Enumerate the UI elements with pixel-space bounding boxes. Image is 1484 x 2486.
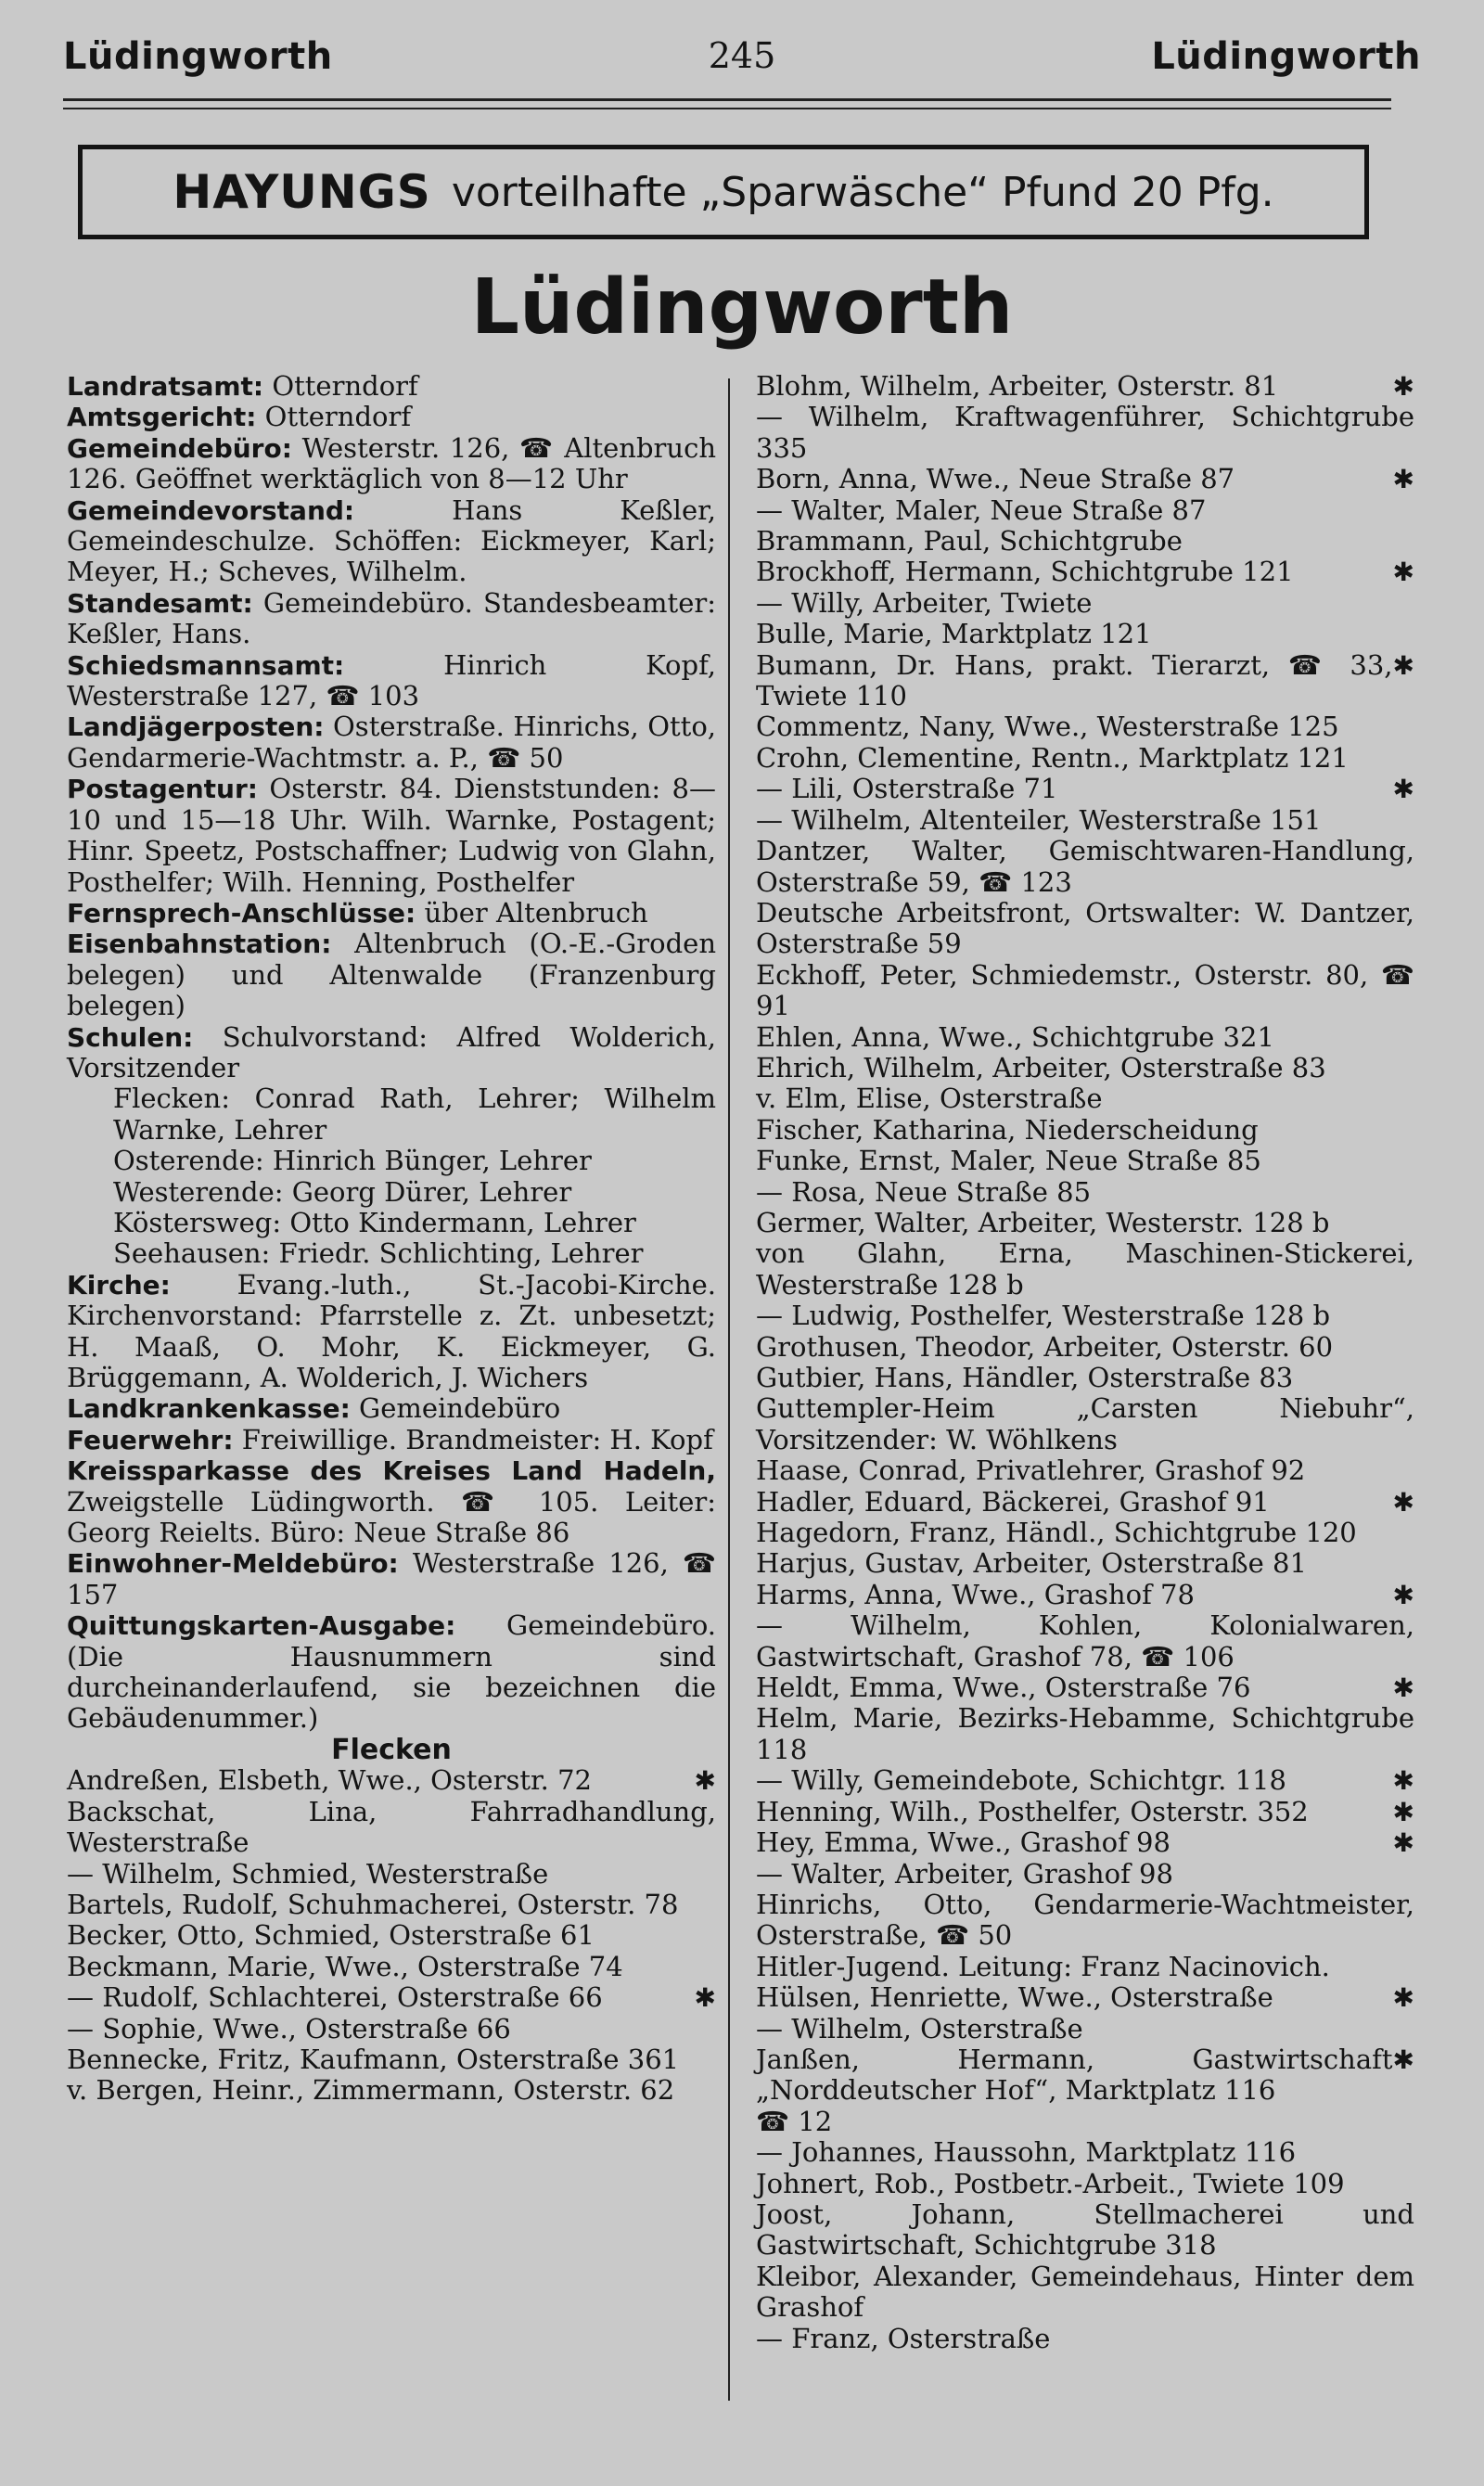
list-item [756,1548,1414,1579]
list-item [756,1177,1414,1208]
list-item [756,2199,1414,2262]
entry-text: Gemeindebüro. Standesbeamter: Keßler, Hans. [67,586,717,650]
resident-text: Hagedorn, Franz, Händl., Schichtgrube 120 [756,1517,1357,1549]
directory-entry [67,1393,716,1424]
resident-text: Kleibor, Alexander, Gemeindehaus, Hinter dem Grashof [756,2260,1414,2324]
right-column [756,371,1414,2354]
resident-text: Gutbier, Hans, Händler, Osterstraße 83 [756,1362,1294,1393]
star-marker: ✱ [1392,649,1414,681]
resident-text: Dantzer, Walter, Gemischtwaren-Handlung, Osterstraße 59, ☎ 123 [756,835,1414,898]
resident-text: Henning, Wilh., Posthelfer, Osterstr. 352 [756,1795,1309,1827]
resident-text: Janßen, Hermann, Gastwirtschaft „Norddeutscher Hof“, Marktplatz 116 [756,2043,1393,2107]
entry-text: Hinrich Kopf, Westerstraße 127, ☎ 103 [67,648,716,712]
resident-text: — Johannes, Haussohn, Marktplatz 116 [756,2136,1297,2169]
resident-text: — Lili, Osterstraße 71 [756,773,1058,805]
page-title: Lüdingworth [470,263,1014,352]
resident-text: Funke, Ernst, Maler, Neue Straße 85 [756,1145,1261,1177]
resident-text: Harms, Anna, Wwe., Grashof 78 [756,1578,1195,1610]
entry-text: Osterstr. 84. Dienststunden: 8—10 und 15—18 Uhr. Wilh. Warnke, Postagent; Hinr. Speetz, Postschaffner; Ludwig von Glahn, Posthelfer; Wilh. Henning, Posthelfer [67,773,716,898]
resident-text: — Wilhelm, Osterstraße [756,2012,1083,2044]
entry-keyword: Einwohner-Meldebüro: [67,1548,399,1580]
resident-text: Joost, Johann, Stellmacherei und Gastwirtschaft, Schichtgrube 318 [756,2198,1414,2262]
star-marker: ✱ [694,1765,716,1797]
entry-text: Evang.-luth., St.-Jacobi-Kirche. Kirchenvorstand: Pfarrstelle z. Zt. unbesetzt; H. Maaß, O. Mohr, K. Eickmeyer, G. Brüggemann, A. Wolderich, J. Wichers [67,1268,717,1393]
directory-entry [67,1425,716,1455]
list-item [756,1952,1414,1982]
list-item [756,743,1414,774]
resident-text: Bennecke, Fritz, Kaufmann, Osterstraße 361 [67,2043,680,2075]
page-number: 245 [708,35,776,76]
entry-text: Osterstraße. Hinrichs, Otto, Gendarmerie-Wachtmstr. a. P., ☎ 50 [67,711,717,774]
list-item [756,898,1414,960]
list-item [756,1518,1414,1548]
star-marker: ✱ [1392,371,1414,402]
entry-keyword: Kirche: [67,1269,171,1301]
entry-keyword: Gemeindevorstand: [67,494,355,526]
resident-text: v. Bergen, Heinr., Zimmermann, Osterstr. 62 [67,2074,675,2107]
list-item [756,711,1414,742]
institution-entries [67,1270,716,1735]
resident-text: — Wilhelm, Schmied, Westerstraße [67,1857,549,1890]
resident-text: Eckhoff, Peter, Schmiedemstr., Osterstr. 80, ☎ 91 [756,958,1414,1022]
list-item [67,1920,716,1951]
directory-entry [67,774,716,898]
resident-text: Becker, Otto, Schmied, Osterstraße 61 [67,1919,595,1952]
resident-text: — Walter, Arbeiter, Grashof 98 [756,1857,1173,1890]
entry-keyword: Landkrankenkasse: [67,1393,351,1425]
resident-text: — Willy, Gemeindebote, Schichtgr. 118 [756,1764,1286,1797]
star-marker: ✱ [1392,557,1414,588]
list-item [756,1580,1414,1610]
left-resident-list [67,1765,716,2106]
list-item [756,526,1414,557]
entry-keyword: Gemeindebüro: [67,432,292,464]
list-item [756,1982,1414,2013]
list-item [756,2044,1414,2107]
resident-text: Grothusen, Theodor, Arbeiter, Osterstr. 60 [756,1330,1334,1363]
list-item [756,1208,1414,1238]
resident-text: Hey, Emma, Wwe., Grashof 98 [756,1826,1171,1859]
header-left-town: Lüdingworth [63,35,333,78]
list-item [756,402,1414,464]
list-item [756,1146,1414,1176]
list-item [756,2137,1414,2168]
entry-text: Gemeindebüro. (Die Hausnummern sind durcheinanderlaufend, sie bezeichnen die Gebäudenummer.) [67,1609,716,1735]
school-entry: Flecken: Conrad Rath, Lehrer; Wilhelm Warnke, Lehrer [113,1083,716,1146]
entry-text: Hans Keßler, Gemeindeschulze. Schöffen: Eickmeyer, Karl; Meyer, H.; Scheves, Wilhelm. [67,493,717,588]
entry-keyword: Standesamt: [67,587,253,619]
advertisement-box [78,145,1369,239]
entry-keyword: Feuerwehr: [67,1424,234,1455]
directory-entry [67,1270,716,1394]
entry-text: Altenbruch (O.-E.-Groden belegen) und Altenwalde (Franzenburg belegen) [67,928,717,1022]
resident-text: — Wilhelm, Kohlen, Kolonialwaren, Gastwirtschaft, Grashof 78, ☎ 106 [756,1609,1414,1672]
resident-text: Backschat, Lina, Fahrradhandlung, Westerstraße [67,1795,716,1859]
star-marker: ✱ [1392,1579,1414,1610]
entry-keyword: Kreissparkasse des Kreises Land Hadeln, [67,1455,716,1487]
star-marker: ✱ [1392,1982,1414,2014]
list-item [756,1393,1414,1455]
column-divider [728,378,730,2401]
authority-entries [67,371,716,1083]
header-right-town: Lüdingworth [1151,35,1421,78]
resident-text: Born, Anna, Wwe., Neue Straße 87 [756,463,1235,495]
running-header [63,35,1421,82]
resident-text: Bartels, Rudolf, Schuhmacherei, Osterstr. 78 [67,1888,679,1920]
resident-text: — Wilhelm, Kraftwagenführer, Schichtgrube 335 [756,401,1414,464]
star-marker: ✱ [1392,1486,1414,1518]
list-item [756,619,1414,649]
list-item [67,1890,716,1920]
entry-keyword: Amtsgericht: [67,402,257,433]
star-marker: ✱ [1392,1765,1414,1797]
list-item [756,1610,1414,1672]
school-entry: Westerende: Georg Dürer, Lehrer [113,1175,572,1208]
ad-brand: HAYUNGS [173,165,431,219]
list-item [756,805,1414,836]
list-item [756,1672,1414,1703]
resident-text: Hülsen, Henriette, Wwe., Osterstraße [756,1981,1273,2014]
list-item [756,371,1414,402]
resident-text: Hadler, Eduard, Bäckerei, Grashof 91 [756,1485,1270,1518]
entry-keyword: Landjägerposten: [67,711,325,743]
ad-slogan: vorteilhafte „Sparwäsche“ Pfund 20 Pfg. [451,168,1274,216]
resident-text: Fischer, Katharina, Niederscheidung [756,1113,1259,1146]
school-list [67,1083,716,1269]
resident-text: — Franz, Osterstraße [756,2322,1051,2354]
star-marker: ✱ [1392,774,1414,805]
header-rule-top [63,98,1391,101]
list-item [756,960,1414,1022]
resident-text: — Rudolf, Schlachterei, Osterstraße 66 [67,1981,603,2014]
star-marker: ✱ [1392,464,1414,495]
resident-text: Brammann, Paul, Schichtgrube [756,525,1183,557]
list-item [756,1487,1414,1518]
resident-text: — Wilhelm, Altenteiler, Westerstraße 151 [756,803,1322,836]
directory-entry [67,1022,716,1084]
section-heading: Flecken [331,1733,452,1766]
resident-text: — Rosa, Neue Straße 85 [756,1175,1092,1208]
list-item [756,495,1414,526]
directory-entry [67,1548,716,1610]
entry-keyword: Schiedsmannsamt: [67,649,345,681]
list-item [756,836,1414,898]
list-item [756,1455,1414,1486]
directory-entry [67,650,716,712]
right-resident-list [756,371,1414,2354]
list-item [67,1982,716,2013]
resident-text: Crohn, Clementine, Rentn., Marktplatz 121 [756,741,1349,774]
directory-entry [67,433,716,495]
resident-text: Heldt, Emma, Wwe., Osterstraße 76 [756,1672,1251,1704]
star-marker: ✱ [1392,1827,1414,1859]
entry-text: Westerstraße 126, ☎ 157 [67,1547,716,1610]
list-item [756,1797,1414,1827]
entry-text: Zweigstelle Lüdingworth. ☎ 105. Leiter: Georg Reielts. Büro: Neue Straße 86 [67,1485,716,1549]
entry-text: über Altenbruch [424,896,648,929]
resident-text: Harjus, Gustav, Arbeiter, Osterstraße 81 [756,1547,1307,1580]
directory-entry [67,1455,716,1548]
entry-text: Otterndorf [264,401,412,433]
list-item [756,557,1414,587]
entry-text: Westerstr. 126, ☎ Altenbruch 126. Geöffnet werktäglich von 8—12 Uhr [67,431,716,495]
directory-entry [67,929,716,1021]
list-item [756,1238,1414,1301]
list-item [756,1083,1414,1114]
list-item [756,1827,1414,1858]
list-item [756,650,1414,712]
resident-text: v. Elm, Elise, Osterstraße [756,1083,1103,1115]
resident-text: Bumann, Dr. Hans, prakt. Tierarzt, ☎ 33, Twiete 110 [756,648,1393,712]
entry-text: Otterndorf [272,370,418,402]
entry-keyword: Schulen: [67,1021,194,1053]
entry-keyword: Landratsamt: [67,371,264,402]
directory-entry [67,898,716,929]
entry-keyword: Eisenbahnstation: [67,929,332,960]
resident-text: Johnert, Rob., Postbetr.-Arbeit., Twiete 109 [756,2167,1345,2199]
list-item [756,1301,1414,1331]
list-item [756,2014,1414,2044]
resident-text: Hitler-Jugend. Leitung: Franz Nacinovich. [756,1950,1330,1982]
list-item [756,1363,1414,1393]
resident-text: von Glahn, Erna, Maschinen-Stickerei, Westerstraße 128 b [756,1237,1414,1301]
list-item [756,2107,1414,2137]
list-item [756,774,1414,804]
directory-entry [67,1610,716,1735]
list-item [756,1053,1414,1083]
entry-keyword: Postagentur: [67,774,258,805]
star-marker: ✱ [694,1982,716,2014]
star-marker: ✱ [1392,2044,1414,2075]
resident-text: Ehlen, Anna, Wwe., Schichtgrube 321 [756,1020,1274,1053]
list-item [67,1765,716,1796]
list-item [67,2014,716,2044]
list-item [67,1797,716,1859]
list-item [67,2044,716,2075]
list-item [756,1765,1414,1796]
list-item [756,2262,1414,2324]
entry-keyword: Fernsprech-Anschlüsse: [67,897,416,929]
resident-text: Germer, Walter, Arbeiter, Westerstr. 128 b [756,1206,1330,1238]
list-item [67,2075,716,2106]
left-column [67,371,716,2107]
resident-text: ☎ 12 [756,2105,833,2137]
list-item [756,2324,1414,2354]
list-item [67,1859,716,1890]
resident-text: — Ludwig, Posthelfer, Westerstraße 128 b [756,1300,1331,1332]
resident-text: Ehrich, Wilhelm, Arbeiter, Osterstraße 83 [756,1051,1326,1083]
resident-text: Guttempler-Heim „Carsten Niebuhr“, Vorsitzender: W. Wöhlkens [756,1392,1414,1455]
directory-entry [67,588,716,650]
school-entry: Seehausen: Friedr. Schlichting, Lehrer [113,1237,644,1270]
resident-text: Bulle, Marie, Marktplatz 121 [756,618,1152,650]
list-item [756,1859,1414,1890]
directory-entry [67,371,716,402]
list-item [67,1952,716,1982]
school-entry: Osterende: Hinrich Bünger, Lehrer [113,1145,592,1177]
school-entry: Köstersweg: Otto Kindermann, Lehrer [113,1206,636,1238]
list-item [756,1703,1414,1765]
list-item [756,2169,1414,2199]
directory-entry [67,402,716,432]
directory-entry [67,495,716,588]
resident-text: Haase, Conrad, Privatlehrer, Grashof 92 [756,1454,1306,1487]
entry-text: Gemeindebüro [359,1392,561,1425]
resident-text: — Sophie, Wwe., Osterstraße 66 [67,2012,511,2044]
list-item [756,1115,1414,1146]
entry-text: Schulvorstand: Alfred Wolderich, Vorsitzender [67,1020,716,1083]
resident-text: Commentz, Nany, Wwe., Westerstraße 125 [756,711,1339,743]
resident-text: Deutsche Arbeitsfront, Ortswalter: W. Dantzer, Osterstraße 59 [756,896,1414,960]
resident-text: Helm, Marie, Bezirks-Hebamme, Schichtgrube 118 [756,1702,1414,1765]
list-item [756,1890,1414,1952]
star-marker: ✱ [1392,1672,1414,1704]
list-item [756,588,1414,619]
entry-keyword: Quittungskarten-Ausgabe: [67,1610,456,1642]
list-item [756,464,1414,494]
resident-text: Brockhoff, Hermann, Schichtgrube 121 [756,556,1294,588]
list-item [756,1022,1414,1053]
directory-entry [67,711,716,774]
header-rule-bottom [63,108,1391,109]
resident-text: Andreßen, Elsbeth, Wwe., Osterstr. 72 [67,1764,593,1797]
resident-text: Beckmann, Marie, Wwe., Osterstraße 74 [67,1950,623,1982]
list-item [756,1332,1414,1363]
resident-text: — Willy, Arbeiter, Twiete [756,586,1093,619]
resident-text: — Walter, Maler, Neue Straße 87 [756,493,1207,526]
resident-text: Hinrichs, Otto, Gendarmerie-Wachtmeister, Osterstraße, ☎ 50 [756,1888,1414,1952]
resident-text: Blohm, Wilhelm, Arbeiter, Osterstr. 81 [756,370,1279,402]
entry-text: Freiwillige. Brandmeister: H. Kopf [241,1423,713,1455]
star-marker: ✱ [1392,1796,1414,1827]
